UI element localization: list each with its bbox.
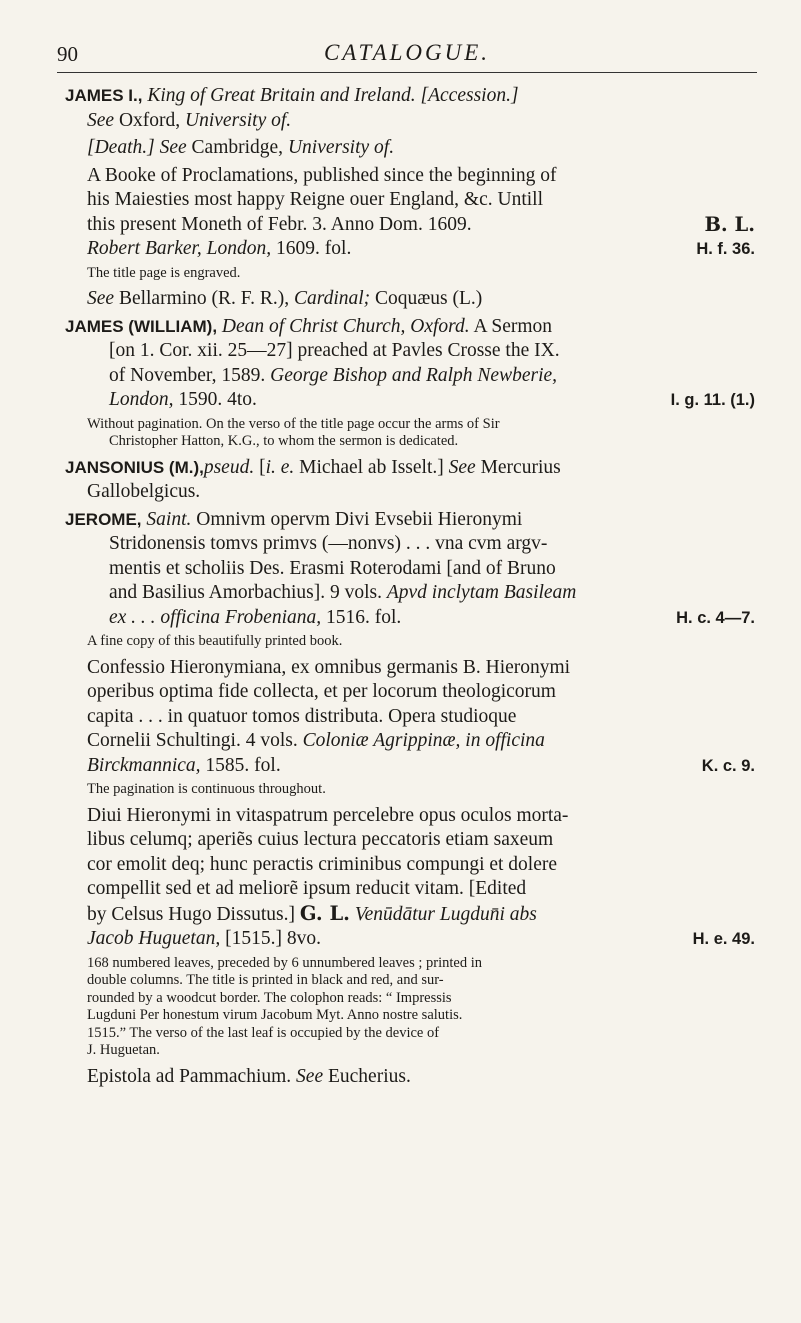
note: The title page is engraved.: [87, 264, 241, 281]
entry-diui-hieronymi: Diui Hieronymi in vitaspatrum percelebre opus oculos morta- libus celumq; aperiẽs cuius lectura peccatoris etiam saxeum cor emolit deq; hunc peractis criminibus compungi et dolere compellit sed et ad meliorẽ ipsum reducit vitam. [Edited by Celsus Hugo Dissutus.] G. L. Venūdātur Lugdun̄i abs Jacob Huguetan, [1515.] 8vo. H. e. 49.: [65, 804, 755, 952]
running-header: [57, 0, 757, 75]
shelfmark: H. f. 36.: [696, 240, 755, 258]
note: The pagination is continuous throughout.: [87, 781, 326, 797]
gothic-letter-mark: G. L.: [299, 901, 350, 925]
james-i-death-crossref: [Death.] See Cambridge, University of.: [87, 137, 395, 158]
entry-jerome: JEROME, Saint. Omnivm opervm Divi Evsebii Hieronymi Stridonensis tomvs primvs (—nonvs) . . . vna cvm argv- mentis et scholiis Des. Erasmi Roterodami [and of Bruno and Basilius Amorbachius]. 9 vols. Apvd inclytam Basileam ex . . . officina Frobeniana, 1516. fol. H. c. 4—7.: [65, 508, 755, 631]
note: 168 numbered leaves, preceded by 6 unnumbered leaves ; printed in double columns. The title is printed in black and red, and sur- rounded by a woodcut border. The colophon reads: “ Impressis Lugduni Per honestum virum Jacobum Myt. Anno nostre salutis. 1515.” The verso of the last leaf is occupied by the device of J. Huguetan.: [87, 954, 482, 1058]
page-number: 90: [57, 42, 78, 66]
catalogue-page: [57, 0, 757, 1087]
entry-epistola: Epistola ad Pammachium. See Eucherius.: [87, 1065, 411, 1087]
note: Without pagination. On the verso of the title page occur the arms of Sir Christopher Hatton, K.G., to whom the sermon is dedicated.: [87, 415, 500, 449]
catalogue-body: [65, 84, 755, 1092]
shelfmark: H. c. 4—7.: [676, 608, 755, 627]
entry-jansonius: JANSONIUS (M.),pseud. [i. e. Michael ab Isselt.] See Mercurius Gallobelgicus.: [65, 456, 561, 502]
james-i-see-also: See Bellarmino (R. F. R.), Cardinal; Coquæus (L.): [87, 288, 483, 309]
shelfmark: K. c. 9.: [701, 756, 755, 775]
header-rule: [57, 72, 757, 73]
blackletter-mark: B. L.: [704, 212, 755, 236]
shelfmark: I. g. 11. (1.): [670, 391, 755, 409]
shelfmark: H. e. 49.: [692, 930, 755, 948]
note: A fine copy of this beautifully printed book.: [87, 633, 343, 649]
entry-james-i: JAMES I., King of Great Britain and Ireland. [Accession.] See Oxford, University of.: [65, 85, 519, 131]
entry-confessio-hieronymiana: Confessio Hieronymiana, ex omnibus germanis B. Hieronymi operibus optima fide collecta, et per locorum theologicorum capita . . . in quatuor tomos distributa. Opera studioque Cornelii Schultingi. 4 vols. Coloniæ Agrippinæ, in officina Birckmannica, 1585. fol. K. c. 9.: [65, 656, 755, 779]
running-title: CATALOGUE.: [323, 40, 491, 65]
entry-james-william: JAMES (WILLIAM), Dean of Christ Church, Oxford. A Sermon [on 1. Cor. xii. 25—27] preached at Pavles Crosse the IX. of November, 1589. George Bishop and Ralph Newberie, London, 1590. 4to. I. g. 11. (1.): [65, 315, 755, 413]
book-of-proclamations: A Booke of Proclamations, published since the beginning of his Maiesties most happy Reigne ouer England, &c. Untill this present Moneth of Febr. 3. Anno Dom. 1609. B. L. Robert Barker, London, 1609. fol. H. f. 36.: [65, 164, 755, 262]
